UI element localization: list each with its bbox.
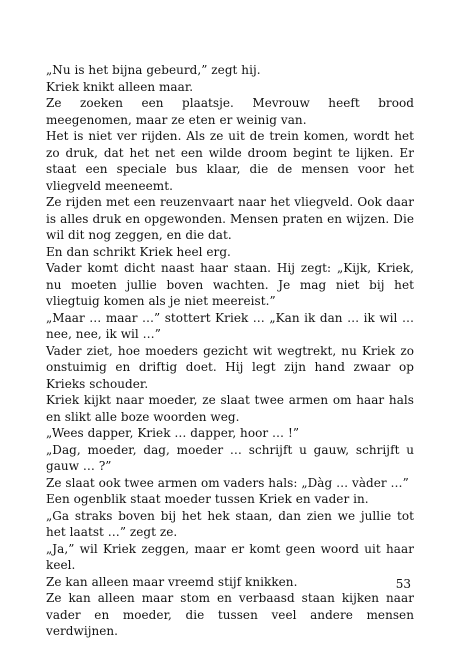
paragraph: Kriek kijkt naar moeder, ze slaat twee armen om haar hals en slikt alle boze woorden weg. [46,393,414,424]
paragraph: Kriek knikt alleen maar. [46,79,194,94]
paragraph: Vader ziet, hoe moeders gezicht wit wegtrekt, nu Kriek zo onstuimig en driftig doet. Hij legt zijn hand zwaar op Krieks schouder. [46,343,414,391]
page-number: 53 [395,577,411,591]
paragraph: Een ogenblik staat moeder tussen Kriek en vader in. [46,492,369,506]
paragraph: Ze kan alleen maar vreemd stijf knikken. [46,574,298,589]
paragraph: „Dag, moeder, dag, moeder … schrijft u gauw, schrijft u gauw … ?” [46,442,414,473]
paragraph: Het is niet ver rijden. Als ze uit de trein komen, wordt het zo druk, dat het net een wilde droom begint te lijken. Er staat een speciale bus klaar, die de mensen voor het vliegveld meeneemt. [46,129,414,193]
paragraph: Vader komt dicht naast haar staan. Hij zegt: „Kijk, Kriek, nu moeten jullie boven wachten. Je mag niet bij het vliegtuig komen als je niet meereist.” [46,261,414,308]
paragraph: „Nu is het bijna gebeurd,” zegt hij. [46,63,261,77]
paragraph: Ze rijden met een reuzenvaart naar het vliegveld. Ook daar is alles druk en opgewonden. Mensen praten en wijzen. Die wil dit nog zeggen, en die dat. [46,195,414,242]
paragraph: En dan schrikt Kriek heel erg. [46,244,231,259]
paragraph: „Wees dapper, Kriek … dapper, hoor … !” [46,426,300,440]
paragraph: „Ga straks boven bij het hek staan, dan zien we jullie tot het laatst …” zegt ze. [46,508,414,539]
paragraph: Ze kan alleen maar stom en verbaasd staan kijken naar vader en moeder, die tussen veel andere mensen verdwijnen. [46,591,414,638]
paragraph: Ze zoeken een plaatsje. Mevrouw heeft brood meegenomen, maar ze eten er weinig van. [46,96,414,127]
paragraph: Ze slaat ook twee armen om vaders hals: „Dàg … vàder …” [46,475,409,490]
paragraph: „Maar … maar …” stottert Kriek … „Kan ik dan … ik wil … nee, nee, ik wil …” [46,310,414,341]
body-text [46,62,414,640]
paragraph: „Ja,” wil Kriek zeggen, maar er komt geen woord uit haar keel. [46,541,414,572]
